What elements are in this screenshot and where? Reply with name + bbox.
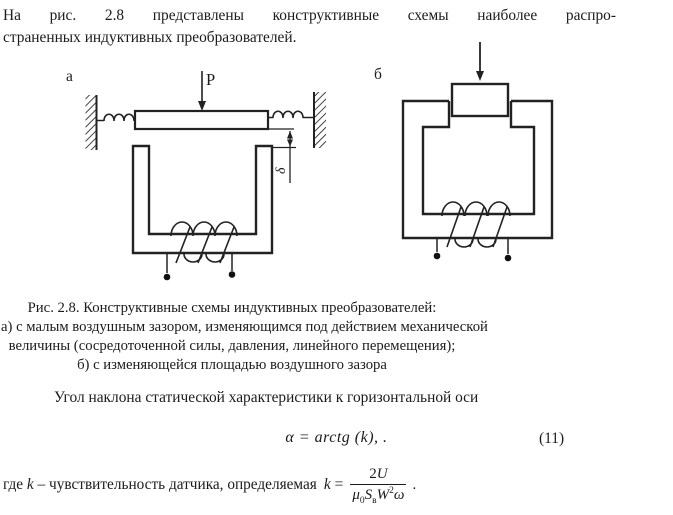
u-core [133, 146, 272, 253]
where-clause [3, 458, 416, 512]
terminal-dot [505, 255, 512, 262]
diagram-b-label: б [374, 66, 382, 83]
force-label: P [206, 70, 216, 89]
arrowhead-icon [476, 71, 484, 81]
equation-11: α = arctg (k), . [285, 429, 388, 446]
coil-b [442, 202, 510, 247]
diagram-b [374, 42, 552, 261]
fraction-denominator: $\mu_0S_вW^2\omega$ [352, 486, 405, 506]
core-b-inner [423, 101, 534, 214]
caption-line: величины (сосредоточенной силы, давления, линейного перемещения); [8, 338, 456, 355]
gap-label: δ [274, 167, 289, 174]
diagram-a [66, 68, 326, 280]
diagram-a-label: а [66, 68, 73, 85]
formula-period: . [412, 476, 417, 493]
terminal-dot [434, 253, 441, 260]
caption-line: Рис. 2.8. Конструктивные схемы индуктивных преобразователей: [27, 300, 437, 316]
right-wall-hatch [314, 92, 326, 148]
right-spring [268, 111, 314, 118]
caption-line: а) с малым воздушным зазором, изменяющимся под действием механической [1, 319, 488, 336]
sensitivity-formula: k = $\frac{2U}{\mu_0S_вW^2\omega}$ . [323, 466, 417, 506]
arrowhead-icon [198, 101, 206, 111]
equation-number: (11) [539, 430, 565, 447]
force-arrow-b [476, 42, 484, 81]
left-wall-hatch [86, 95, 97, 150]
left-spring [97, 114, 135, 121]
intro-line-1: На рис. 2.8 представлены конструктивные схемы наиболее распро- [3, 7, 616, 24]
fraction-numerator: 2U [350, 466, 406, 485]
fraction [350, 466, 406, 504]
equation-row [0, 429, 673, 447]
where-text: где k – чувствительность датчика, определяемая [3, 476, 317, 493]
figure-caption [1, 299, 488, 375]
terminal-dot [229, 271, 236, 278]
core-b-outer [403, 101, 552, 238]
armature-bar [135, 111, 268, 129]
intro-line-2: страненных индуктивных преобразователей. [3, 28, 297, 46]
force-arrow [198, 71, 206, 111]
movable-armature-b [452, 84, 508, 116]
arrowhead-icon [287, 131, 293, 139]
caption-line: б) с изменяющейся площадью воздушного зазора [77, 357, 387, 374]
body-paragraph: Угол наклона статической характеристики к горизонтальной оси [54, 389, 479, 406]
terminal-dot [164, 274, 171, 281]
arrowhead-icon [287, 140, 293, 147]
